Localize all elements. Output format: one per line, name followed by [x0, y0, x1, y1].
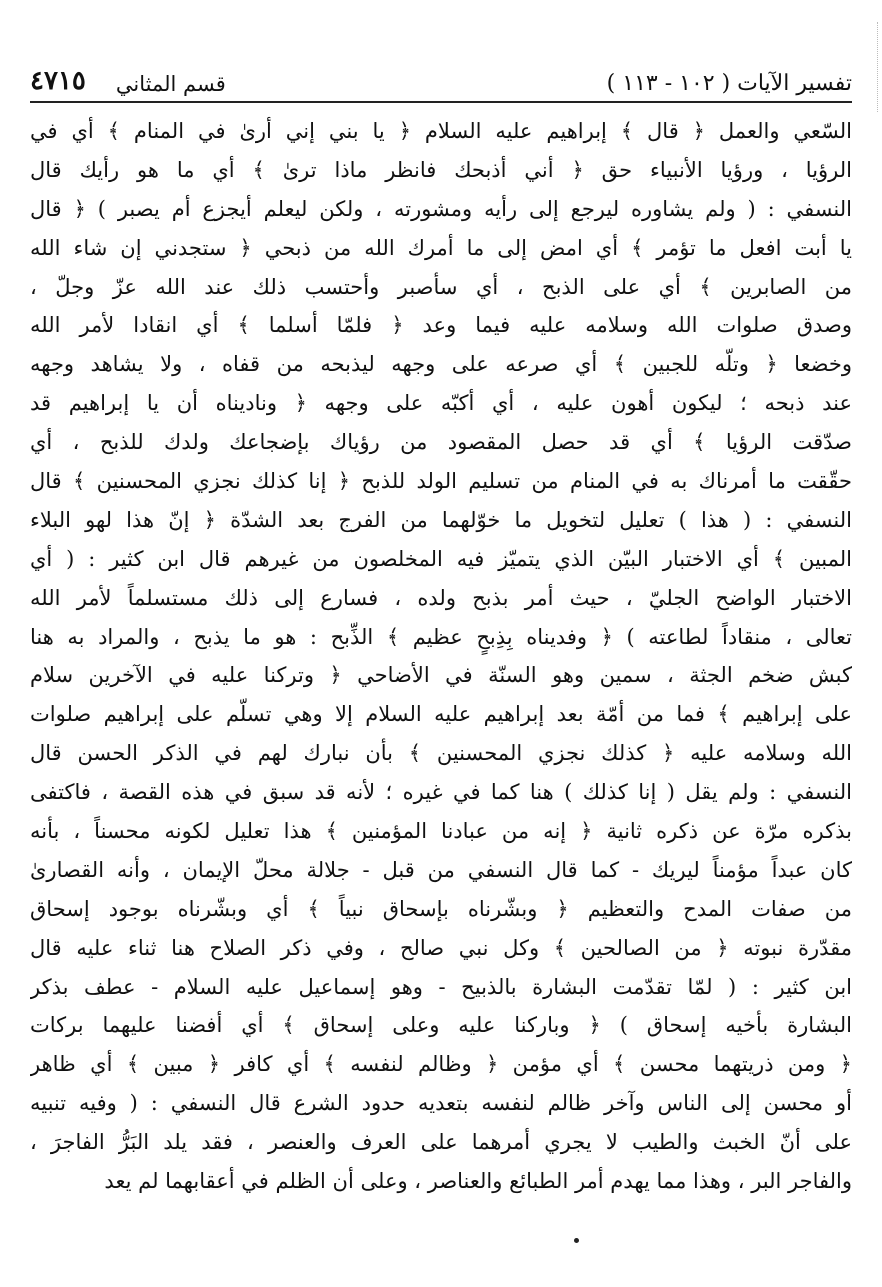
text-line: على إبراهيم ﴾ فما من أمّة بعد إبراهيم عليه السلام إلا وهي تسلّم على إبراهيم صلوات	[30, 702, 852, 727]
text-line: النسفي : ولم يقل ( إنا كذلك ) هنا كما في غيره ؛ لأنه قد سبق في هذه القصة ، فاكتفى	[30, 780, 852, 805]
text-line: وصدق صلوات الله وسلامه عليه فيما وعد ﴿ فلمّا أسلما ﴾ أي انقادا لأمر الله	[30, 313, 852, 338]
text-line: النسفي : ( هذا ) تعليل لتخويل ما خوّلهما من الفرج بعد الشدّة ﴿ إنّ هذا لهو البلاء	[30, 507, 852, 532]
text-line: تعالى ، منقاداً لطاعته ) ﴿ وفديناه بِذِبحٍ عظيم ﴾ الذِّبح : هو ما يذبح ، والمراد به هنا	[30, 624, 852, 649]
text-line: من صفات المدح والتعظيم ﴿ وبشّرناه بإسحاق نبياً ﴾ أي وبشّرناه بوجود إسحاق	[30, 896, 852, 921]
header-title: تفسير الآيات ( ١٠٢ - ١١٣ )	[606, 71, 852, 96]
text-line: يا أبت افعل ما تؤمر ﴾ أي امض إلى ما أمرك الله من ذبحي ﴿ ستجدني إن شاء الله	[30, 235, 852, 260]
page-number: ٤٧١٥	[30, 66, 86, 96]
text-line: حقّقت ما أمرناك به في المنام من تسليم الولد للذبح ﴿ إنا كذلك نجزي المحسنين ﴾ قال	[30, 469, 852, 494]
running-header	[30, 60, 852, 96]
text-line: البشارة بأخيه إسحاق ) ﴿ وباركنا عليه وعلى إسحاق ﴾ أي أفضنا عليهما بركات	[30, 1013, 852, 1038]
text-line: السّعي والعمل ﴿ قال ﴾ إبراهيم عليه السلام ﴿ يا بني إني أرىٰ في المنام ﴾ أي في	[30, 119, 852, 143]
text-line: من الصابرين ﴾ أي على الذبح ، أي سأصبر وأحتسب ذلك عند الله عزّ وجلّ ،	[30, 274, 852, 299]
text-line: ابن كثير : ( لمّا تقدّمت البشارة بالذبيح - وهو إسماعيل عليه السلام - عطف بذكر	[30, 974, 852, 999]
header-rule	[30, 101, 852, 103]
text-line: الله وسلامه عليه ﴿ كذلك نجزي المحسنين ﴾ بأن نبارك لهم في الذكر الحسن قال	[30, 741, 852, 766]
text-line: مقدّرة نبوته ﴿ من الصالحين ﴾ وكل نبي صالح ، وفي ذكر الصلاح هنا ثناء عليه قال	[30, 935, 852, 960]
text-line: ﴿ ومن ذريتهما محسن ﴾ أي مؤمن ﴿ وظالم لنفسه ﴾ أي كافر ﴿ مبين ﴾ أي ظاهر	[30, 1052, 852, 1077]
text-line: وخضعا ﴿ وتلّه للجبين ﴾ أي صرعه على وجهه ليذبحه من قفاه ، ولا يشاهد وجهه	[30, 352, 852, 377]
header-left-group	[30, 66, 226, 96]
text-line: كان عبداً مؤمناً ليريك - كما قال النسفي من قبل - جلالة محلّ الإيمان ، وأنه القصارىٰ	[30, 857, 852, 882]
footer-mark	[574, 1238, 579, 1243]
text-line: المبين ﴾ أي الاختبار البيّن الذي يتميّز فيه المخلصون من غيرهم قال ابن كثير : ( أي	[30, 546, 852, 571]
text-line: عند ذبحه ؛ ليكون أهون عليه ، أي أكبّه على وجهه ﴿ وناديناه أن يا إبراهيم قد	[30, 391, 852, 416]
text-line: أو محسن إلى الناس وآخر ظالم لنفسه بتعديه حدود الشرع قال النسفي : ( وفيه تنبيه	[30, 1091, 852, 1116]
text-line: كبش ضخم الجثة ، سمين وهو السنّة في الأضاحي ﴿ وتركنا عليه في الآخرين سلام	[30, 663, 852, 688]
text-line: بذكره مرّة عن ذكره ثانية ﴿ إنه من عبادنا المؤمنين ﴾ هذا تعليل لكونه محسناً ، بأنه	[30, 819, 852, 844]
page-edge-mark	[871, 22, 878, 112]
text-line: والفاجر البر ، وهذا مما يهدم أمر الطبائع والعناصر ، وعلى أن الظلم في أعقابهما لم يعد	[104, 1169, 852, 1194]
text-line: على أنّ الخبث والطيب لا يجري أمرهما على العرف والعنصر ، فقد يلد البَرُّ الفاجرَ ،	[30, 1130, 852, 1155]
text-line: النسفي : ( ولم يشاوره ليرجع إلى رأيه ومشورته ، ولكن ليعلم أيجزع أم يصبر ) ﴿ قال	[30, 196, 852, 221]
text-line: الرؤيا ، ورؤيا الأنبياء حق ﴿ أني أذبحك فانظر ماذا ترىٰ ﴾ أي ما هو رأيك قال	[30, 157, 852, 182]
body-text	[30, 112, 852, 1247]
text-line: الاختبار الواضح الجليّ ، حيث أمر بذبح ولده ، فسارع إلى ذلك مستسلماً لأمر الله	[30, 585, 852, 610]
header-section: قسم المثاني	[115, 72, 226, 96]
text-line: صدّقت الرؤيا ﴾ أي قد حصل المقصود من رؤياك بإضجاعك ولدك للذبح ، أي	[30, 430, 852, 455]
